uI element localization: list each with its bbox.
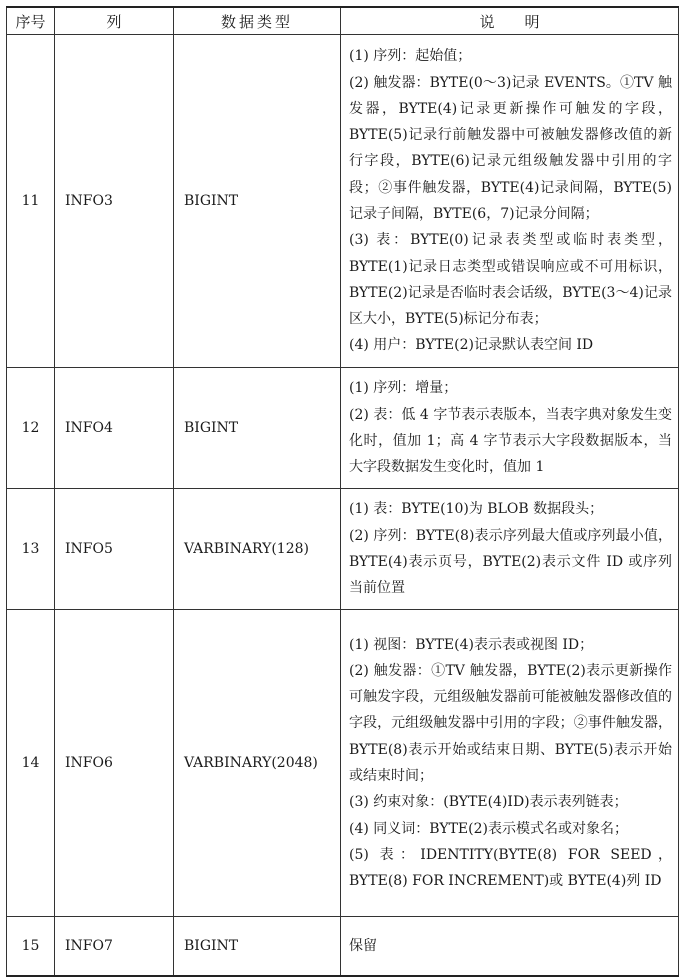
row-desc	[341, 489, 679, 610]
desc-line: (1) 序列：增量；	[349, 380, 458, 397]
table-row	[7, 489, 679, 610]
row-column: INFO5	[55, 489, 174, 610]
row-no: 11	[7, 35, 55, 368]
row-column: INFO3	[55, 35, 174, 368]
table-header	[7, 7, 679, 35]
header-row	[7, 7, 679, 35]
row-type: BIGINT	[174, 368, 341, 489]
desc-line: (1) 视图：BYTE(4)表示表或视图 ID；	[349, 636, 594, 653]
table-row	[7, 35, 679, 368]
row-column: INFO6	[55, 610, 174, 917]
data-dictionary-table	[6, 6, 679, 977]
row-type: BIGINT	[174, 35, 341, 368]
row-desc	[341, 917, 679, 977]
row-desc	[341, 35, 679, 368]
desc-line: (1) 序列：起始值；	[349, 48, 472, 65]
row-column: INFO4	[55, 368, 174, 489]
row-desc	[341, 610, 679, 917]
row-type: VARBINARY(128)	[174, 489, 341, 610]
row-no: 14	[7, 610, 55, 917]
row-no: 15	[7, 917, 55, 977]
desc-line: (2) 触发器：①TV 触发器，BYTE(2)表示更新操作可触发字段，元组级触发器前可能被触发器修改值的字段，元组级触发器中引用的字段；②事件触发器，BYTE(8)表示开始或结束日期、BYTE(5)表示开始或结束时间；	[349, 662, 672, 784]
row-column: INFO7	[55, 917, 174, 977]
header-desc: 说明	[341, 7, 679, 35]
desc-line: (4) 同义词：BYTE(2)表示模式名或对象名；	[349, 820, 628, 837]
desc-line: (2) 表：低 4 字节表示表版本，当表字典对象发生变化时，值加 1；高 4 字节表示大字段数据版本，当大字段数据发生变化时，值加 1	[349, 406, 672, 476]
table-body	[7, 35, 679, 977]
row-no: 13	[7, 489, 55, 610]
desc-line: (2) 序列：BYTE(8)表示序列最大值或序列最小值，BYTE(4)表示页号，BYTE(2)表示文件 ID 或序列当前位置	[349, 527, 672, 597]
table-row	[7, 368, 679, 489]
desc-line: (4) 用户：BYTE(2)记录默认表空间 ID	[349, 337, 594, 354]
row-desc	[341, 368, 679, 489]
desc-line: (3) 表：BYTE(0)记录表类型或临时表类型，BYTE(1)记录日志类型或错误响应或不可用标识，BYTE(2)记录是否临时表会话级，BYTE(3～4)记录区大小，BYTE(5)标记分布表；	[349, 232, 672, 328]
desc-line: 保留	[349, 937, 377, 954]
desc-line: (2) 触发器：BYTE(0～3)记录 EVENTS。①TV 触发器，BYTE(4)记录更新操作可触发的字段，BYTE(5)记录行前触发器中可被触发器修改值的新行字段，BYTE(6)记录元组级触发器中引用的字段；②事件触发器，BYTE(4)记录间隔，BYTE(5)记录子间隔，BYTE(6，7)记录分间隔；	[349, 74, 672, 222]
row-type: VARBINARY(2048)	[174, 610, 341, 917]
desc-line: (1) 表：BYTE(10)为 BLOB 数据段头；	[349, 501, 604, 518]
desc-line: (5) 表：IDENTITY(BYTE(8) FOR SEED，BYTE(8) FOR INCREMENT)或 BYTE(4)列 ID	[349, 846, 672, 890]
header-type: 数据类型	[174, 7, 341, 35]
header-column: 列	[55, 7, 174, 35]
desc-line: (3) 约束对象：(BYTE(4)ID)表示表列链表；	[349, 794, 628, 811]
row-type: BIGINT	[174, 917, 341, 977]
row-no: 12	[7, 368, 55, 489]
header-no: 序号	[7, 7, 55, 35]
table-row	[7, 917, 679, 977]
table-row	[7, 610, 679, 917]
